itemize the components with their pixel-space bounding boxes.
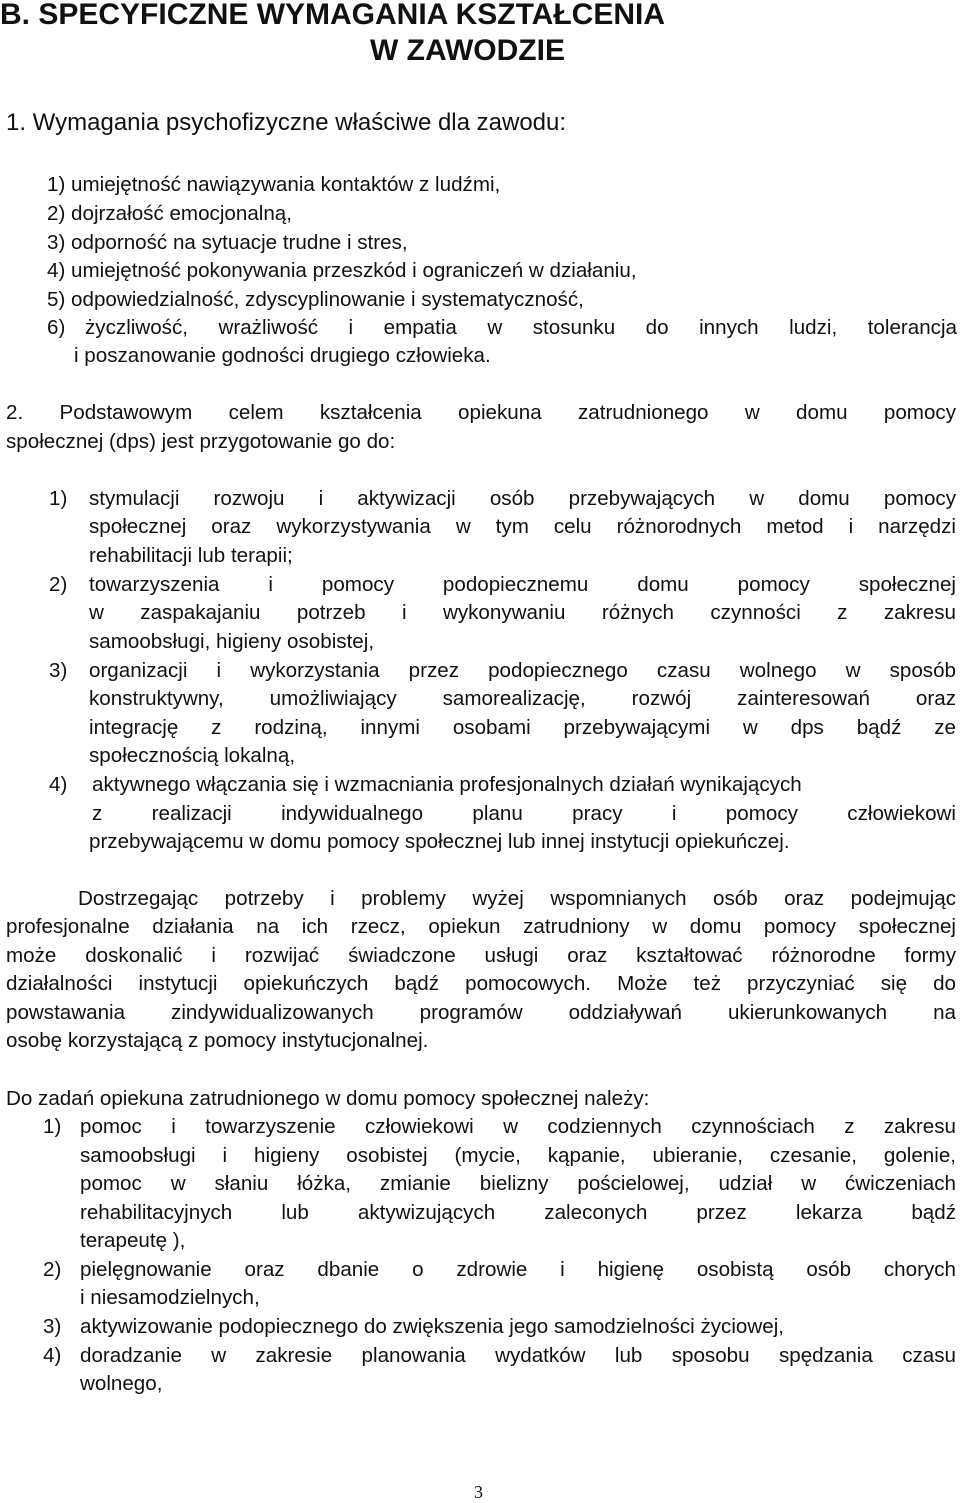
paragraph-line: działalności instytucji opiekuńczych bądź pomocowych. Może też przyczyniać się do [6, 972, 956, 995]
heading-line-1: B. SPECYFICZNE WYMAGANIA KSZTAŁCENIA [0, 0, 665, 31]
list-item-line: pielęgnowanie oraz dbanie o zdrowie i higienę osobistą osób chorych [80, 1258, 956, 1281]
list-item-line: samoobsługi i higieny osobistej (mycie, kąpanie, ubieranie, czesanie, golenie, [80, 1144, 956, 1167]
section-2-intro-line: 2. Podstawowym celem kształcenia opiekuna zatrudnionego w domu pomocy [6, 401, 956, 424]
item-text: odporność na sytuacje trudne i stres, [71, 231, 408, 254]
item-number: 3) [49, 659, 68, 682]
paragraph-line: osobę korzystającą z pomocy instytucjonalnej. [6, 1029, 429, 1052]
list-item-line: wolnego, [80, 1372, 163, 1395]
item-number: 1) [47, 173, 66, 196]
list-item-line: terapeutę ), [80, 1229, 186, 1252]
list-item-line: społecznością lokalną, [89, 744, 296, 767]
list-item-line: pomoc i towarzyszenie człowiekowi w codziennych czynnościach z zakresu [80, 1115, 956, 1138]
list-item-line: w zaspakajaniu potrzeb i wykonywaniu różnych czynności z zakresu [89, 601, 956, 624]
list-item-line: społecznej oraz wykorzystywania w tym celu różnorodnych metod i narzędzi [89, 515, 956, 538]
item-text: życzliwość, wrażliwość i empatia w stosunku do innych ludzi, tolerancja [85, 316, 957, 339]
list-item-line: stymulacji rozwoju i aktywizacji osób przebywających w domu pomocy [89, 487, 956, 510]
list-item [47, 285, 584, 314]
item-text: odpowiedzialność, zdyscyplinowanie i systematyczność, [71, 288, 584, 311]
paragraph-line: Dostrzegając potrzeby i problemy wyżej wspomnianych osób oraz podejmując [78, 887, 956, 910]
item-number: 2) [43, 1258, 62, 1281]
item-number: 4) [47, 259, 66, 282]
paragraph-line: może doskonalić i rozwijać świadczone usługi oraz kształtować różnorodne formy [6, 944, 956, 967]
list-item-line: rehabilitacji lub terapii; [89, 544, 293, 567]
list-item [47, 313, 65, 342]
item-number: 5) [47, 288, 66, 311]
list-item-line: rehabilitacyjnych lub aktywizujących zaleconych przez lekarza bądź [80, 1201, 956, 1224]
list-item-line: pomoc w słaniu łóżka, zmianie bielizny pościelowej, udział w ćwiczeniach [80, 1172, 956, 1195]
item-number: 1) [43, 1115, 62, 1138]
item-text: umiejętność nawiązywania kontaktów z ludźmi, [71, 173, 501, 196]
list-item-line: i niesamodzielnych, [80, 1286, 260, 1309]
heading-line-2: W ZAWODZIE [370, 34, 565, 67]
item-number: 3) [43, 1315, 62, 1338]
list-item-line: integrację z rodziną, innymi osobami przebywającymi w dps bądź ze [89, 716, 956, 739]
paragraph-line: powstawania zindywidualizowanych programów oddziaływań ukierunkowanych na [6, 1001, 956, 1024]
item-text: dojrzałość emocjonalną, [71, 202, 292, 225]
section-1-title: 1. Wymagania psychofizyczne właściwe dla zawodu: [6, 109, 567, 136]
list-item [47, 228, 408, 257]
paragraph-line: profesjonalne działania na ich rzecz, opiekun zatrudniony w domu pomocy społecznej [6, 915, 956, 938]
list-item-line: doradzanie w zakresie planowania wydatków lub sposobu spędzania czasu [80, 1344, 956, 1367]
list-item-line: organizacji i wykorzystania przez podopiecznego czasu wolnego w sposób [89, 659, 956, 682]
item-number: 2) [49, 573, 68, 596]
list-item-line: z realizacji indywidualnego planu pracy i pomocy człowiekowi [92, 802, 956, 825]
list-item [47, 170, 500, 199]
item-number: 3) [47, 231, 66, 254]
list-item [47, 199, 292, 228]
item-text: umiejętność pokonywania przeszkód i ograniczeń w działaniu, [71, 259, 637, 282]
list-item-line: konstruktywny, umożliwiający samorealizację, rozwój zainteresowań oraz [89, 687, 956, 710]
page-number: 3 [474, 1482, 483, 1502]
list-item-line: aktywizowanie podopiecznego do zwiększenia jego samodzielności życiowej, [80, 1315, 784, 1338]
item-number: 4) [43, 1344, 62, 1367]
list-item-line: aktywnego włączania się i wzmacniania profesjonalnych działań wynikających [92, 773, 802, 796]
list-item-line: samoobsługi, higieny osobistej, [89, 630, 375, 653]
list-item [47, 256, 637, 285]
item-text-continuation: i poszanowanie godności drugiego człowieka. [74, 344, 491, 367]
item-number: 4) [49, 773, 68, 796]
section-2-intro-line: społecznej (dps) jest przygotowanie go do: [6, 430, 396, 453]
list-item-line: towarzyszenia i pomocy podopiecznemu domu pomocy społecznej [89, 573, 956, 596]
list-item-line: przebywającemu w domu pomocy społecznej lub innej instytucji opiekuńczej. [89, 830, 790, 853]
tasks-title: Do zadań opiekuna zatrudnionego w domu pomocy społecznej należy: [6, 1087, 650, 1110]
item-number: 6) [47, 316, 66, 339]
item-number: 2) [47, 202, 66, 225]
item-number: 1) [49, 487, 68, 510]
